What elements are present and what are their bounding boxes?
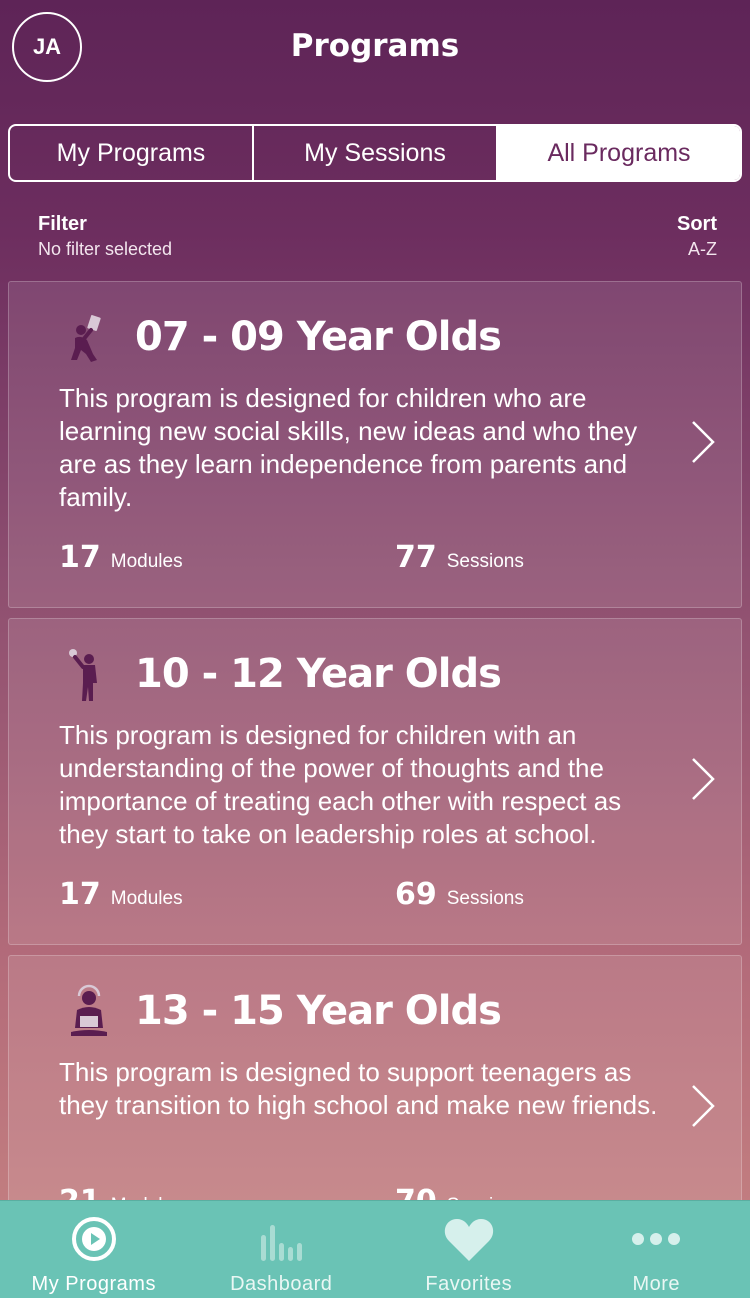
- child-reading-icon: [67, 310, 109, 366]
- sessions-label: Sessions: [446, 888, 524, 909]
- modules-label: Modules: [110, 888, 183, 909]
- page-title: Programs: [290, 28, 460, 64]
- nav-label: Dashboard: [230, 1273, 333, 1295]
- sort-label: Sort: [677, 213, 717, 235]
- program-title: 07 - 09 Year Olds: [135, 314, 501, 360]
- sort-value: A-Z: [688, 239, 717, 259]
- program-description: This program is designed to support teenagers as they transition to high school and make new friends.: [59, 1057, 658, 1120]
- child-waving-icon: [67, 647, 109, 703]
- user-avatar[interactable]: JA: [12, 12, 82, 82]
- bottom-tab-bar: [0, 1200, 750, 1298]
- chevron-right-icon[interactable]: [689, 1082, 717, 1130]
- heart-icon: [439, 1213, 499, 1265]
- sessions-label: Sessions: [446, 551, 524, 572]
- tab-all-programs[interactable]: All Programs: [498, 126, 740, 180]
- nav-label: More: [632, 1273, 681, 1295]
- filter-control[interactable]: [38, 213, 172, 260]
- program-card[interactable]: [8, 281, 742, 608]
- nav-label: My Programs: [31, 1273, 156, 1295]
- tab-my-programs[interactable]: My Programs: [10, 126, 254, 180]
- modules-label: Modules: [110, 551, 183, 572]
- segmented-tabs: [8, 124, 742, 182]
- sort-control[interactable]: [677, 213, 717, 260]
- teen-laptop-icon: [67, 984, 109, 1040]
- play-circle-icon: [64, 1213, 124, 1265]
- more-dots-icon: [626, 1213, 686, 1265]
- filter-label: Filter: [38, 213, 87, 235]
- modules-count: 17: [59, 877, 101, 912]
- nav-my-programs[interactable]: [0, 1201, 188, 1298]
- program-title: 10 - 12 Year Olds: [135, 651, 501, 697]
- chevron-right-icon[interactable]: [689, 755, 717, 803]
- sessions-stat: [395, 540, 524, 575]
- sessions-stat: [395, 877, 524, 912]
- program-description: This program is designed for children with an understanding of the power of thoughts and the importance of treating each other with respect as they start to take on leadership roles at school.: [59, 720, 622, 849]
- modules-stat: [59, 540, 183, 575]
- chevron-right-icon[interactable]: [689, 418, 717, 466]
- nav-label: Favorites: [425, 1273, 513, 1295]
- modules-count: 17: [59, 540, 101, 575]
- nav-dashboard[interactable]: [188, 1201, 376, 1298]
- bar-chart-icon: [251, 1213, 311, 1265]
- app-header: [0, 0, 750, 110]
- program-description: This program is designed for children who are learning new social skills, new ideas and who they are as they learn independence from parents and family.: [59, 383, 638, 512]
- sessions-count: 69: [395, 877, 437, 912]
- program-card[interactable]: [8, 618, 742, 945]
- sessions-count: 77: [395, 540, 437, 575]
- modules-stat: [59, 877, 183, 912]
- filter-value: No filter selected: [38, 239, 173, 259]
- nav-favorites[interactable]: [375, 1201, 563, 1298]
- tab-my-sessions[interactable]: My Sessions: [254, 126, 498, 180]
- program-title: 13 - 15 Year Olds: [135, 988, 501, 1034]
- nav-more[interactable]: [563, 1201, 750, 1298]
